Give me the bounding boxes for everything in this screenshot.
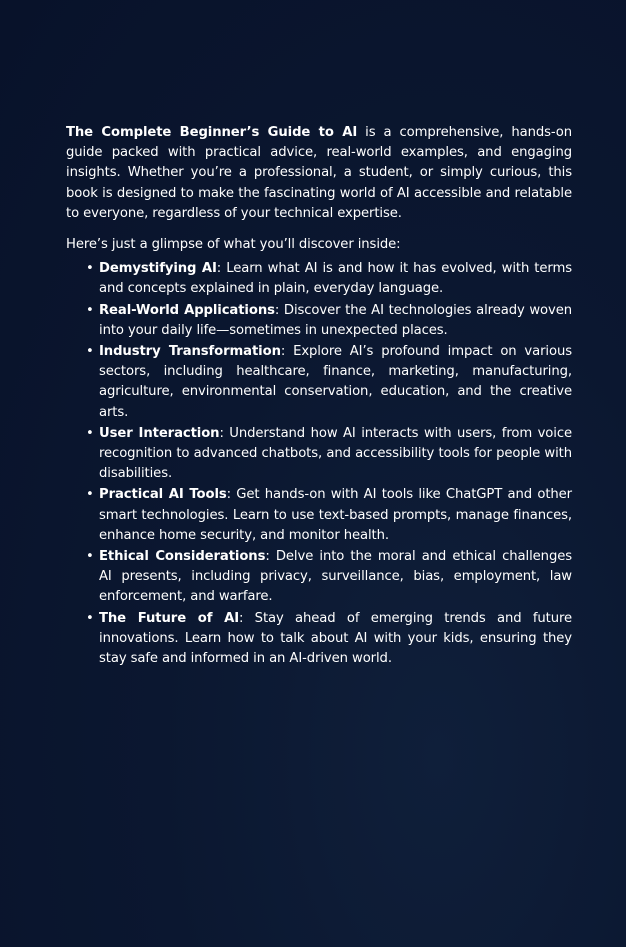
- item-text: : Understand how AI interacts with users, from voice recognition to advanced chatbots, and accessibility tools for people with disabilities.: [99, 425, 572, 482]
- bullet-icon: •: [86, 302, 94, 318]
- lead-sentence: Here’s just a glimpse of what you’ll discover inside:: [66, 237, 401, 253]
- intro-paragraph: [66, 123, 572, 224]
- list-item: [86, 342, 572, 423]
- bullet-icon: •: [86, 261, 94, 277]
- list-item: [86, 424, 572, 485]
- bullet-icon: •: [86, 610, 94, 626]
- item-term: Demystifying AI: [99, 261, 217, 277]
- item-text: : Get hands-on with AI tools like ChatGPT and other smart technologies. Learn to use text-based prompts, manage finances, enhance home security, and monitor health.: [99, 487, 572, 543]
- item-term: Ethical Considerations: [99, 549, 266, 565]
- book-title: The Complete Beginner’s Guide to AI: [66, 125, 358, 140]
- item-term: The Future of AI: [99, 610, 239, 626]
- item-term: User Interaction: [99, 425, 220, 441]
- item-text: : Discover the AI technologies already woven into your daily life—sometimes in unexpected places.: [99, 302, 572, 338]
- item-text: : Stay ahead of emerging trends and future innovations. Learn how to talk about AI with your kids, ensuring they stay safe and informed in an AI-driven world.: [99, 610, 572, 667]
- list-item: [86, 547, 572, 608]
- list-item: [86, 259, 572, 299]
- intro-text: is a comprehensive, hands-on guide packed with practical advice, real-world examples, and engaging insights. Whether you’re a professional, a student, or simply curious, this book is designed to make the fascinating world of AI accessible and relatable to everyone, regardless of your technical expertise.: [66, 125, 572, 221]
- bullet-icon: •: [86, 487, 94, 503]
- list-item: [86, 485, 572, 546]
- item-text: : Learn what AI is and how it has evolved, with terms and concepts explained in plain, everyday language.: [99, 261, 573, 297]
- bullet-icon: •: [86, 425, 94, 441]
- item-text: : Delve into the moral and ethical challenges AI presents, including privacy, surveillance, bias, employment, law enforcement, and warfare.: [99, 549, 572, 605]
- bullet-icon: •: [86, 549, 94, 565]
- item-term: Industry Transformation: [99, 344, 281, 360]
- item-term: Practical AI Tools: [99, 487, 227, 503]
- bullet-icon: •: [86, 344, 94, 360]
- list-item: [86, 301, 572, 341]
- item-term: Real-World Applications: [99, 302, 275, 318]
- item-text: : Explore AI’s profound impact on various sectors, including healthcare, finance, marketing, manufacturing, agriculture, environmental conservation, education, and the creative arts.: [99, 344, 572, 420]
- feature-list: [66, 259, 572, 669]
- list-item: [86, 609, 572, 670]
